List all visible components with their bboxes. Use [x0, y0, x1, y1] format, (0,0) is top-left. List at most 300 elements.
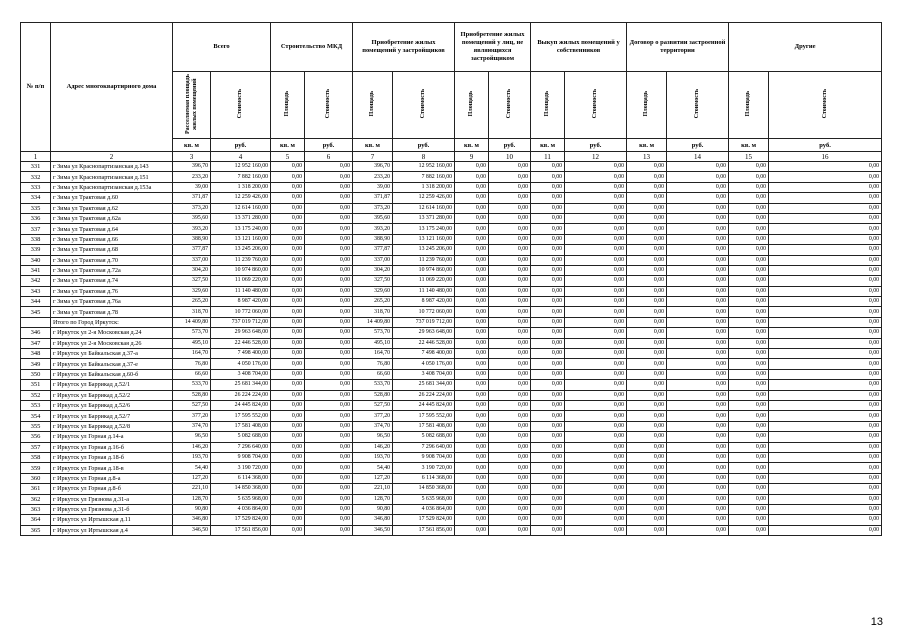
nondeveloper-cost: 0,00: [489, 400, 531, 410]
other-cost: 0,00: [769, 297, 882, 307]
nondeveloper-area: 0,00: [455, 452, 489, 462]
buyout-area: 0,00: [531, 234, 565, 244]
nondeveloper-cost: 0,00: [489, 349, 531, 359]
territory-cost: 0,00: [667, 255, 729, 265]
developer-cost: 5 082 688,00: [393, 432, 455, 442]
developer-cost: 12 952 160,00: [393, 162, 455, 172]
total-cost: 17 529 824,00: [211, 515, 271, 525]
developer-area: 346,50: [353, 525, 393, 535]
table-row: [21, 317, 882, 327]
developer-area: 346,80: [353, 515, 393, 525]
territory-area: 0,00: [627, 494, 667, 504]
table-row: [21, 525, 882, 535]
territory-cost: 0,00: [667, 411, 729, 421]
other-cost: 0,00: [769, 390, 882, 400]
developer-cost: 13 371 280,00: [393, 213, 455, 223]
nondeveloper-cost: 0,00: [489, 494, 531, 504]
nondeveloper-area: 0,00: [455, 307, 489, 317]
nondeveloper-cost: 0,00: [489, 525, 531, 535]
buyout-area: 0,00: [531, 224, 565, 234]
nondeveloper-cost: 0,00: [489, 162, 531, 172]
nondeveloper-area: 0,00: [455, 432, 489, 442]
developer-cost: 13 121 160,00: [393, 234, 455, 244]
column-number: 12: [565, 152, 627, 162]
group-header-territory-contract: Договор о развитии застроенной территории: [627, 23, 729, 72]
buyout-area: 0,00: [531, 172, 565, 182]
developer-area: 265,20: [353, 297, 393, 307]
total-area: 318,70: [173, 307, 211, 317]
territory-area: 0,00: [627, 328, 667, 338]
territory-area: 0,00: [627, 162, 667, 172]
buyout-cost: 0,00: [565, 494, 627, 504]
buyout-area: 0,00: [531, 349, 565, 359]
nondeveloper-cost: 0,00: [489, 452, 531, 462]
nondeveloper-area: 0,00: [455, 411, 489, 421]
construction-cost: 0,00: [305, 172, 353, 182]
territory-area: 0,00: [627, 359, 667, 369]
construction-cost: 0,00: [305, 286, 353, 296]
table-row: [21, 473, 882, 483]
developer-area: 39,00: [353, 182, 393, 192]
total-area: 233,20: [173, 172, 211, 182]
other-area: 0,00: [729, 338, 769, 348]
table-row: [21, 182, 882, 192]
developer-area: 66,60: [353, 369, 393, 379]
developer-cost: 10 772 060,00: [393, 307, 455, 317]
construction-area: 0,00: [271, 359, 305, 369]
developer-cost: 13 175 240,00: [393, 224, 455, 234]
total-area: 54,40: [173, 463, 211, 473]
row-address: г Зима ул Краснопартизанская д.143: [51, 162, 173, 172]
construction-area: 0,00: [271, 442, 305, 452]
col-header-np: № п/п: [21, 23, 51, 152]
construction-area: 0,00: [271, 369, 305, 379]
developer-cost: 25 681 344,00: [393, 380, 455, 390]
territory-cost: 0,00: [667, 421, 729, 431]
row-address: г Зима ул Трактовая д.76а: [51, 297, 173, 307]
developer-area: 527,50: [353, 400, 393, 410]
other-cost: 0,00: [769, 380, 882, 390]
construction-area: 0,00: [271, 245, 305, 255]
other-cost: 0,00: [769, 369, 882, 379]
developer-area: 221,10: [353, 484, 393, 494]
other-cost: 0,00: [769, 504, 882, 514]
construction-cost: 0,00: [305, 411, 353, 421]
construction-cost: 0,00: [305, 328, 353, 338]
other-area: 0,00: [729, 224, 769, 234]
buyout-area: 0,00: [531, 162, 565, 172]
table-row: [21, 276, 882, 286]
territory-area: 0,00: [627, 297, 667, 307]
row-address: г Иркутск ул Горная д.8-а: [51, 473, 173, 483]
developer-cost: 22 446 528,00: [393, 338, 455, 348]
developer-area: 193,70: [353, 452, 393, 462]
developer-cost: 12 614 160,00: [393, 203, 455, 213]
nondeveloper-area: 0,00: [455, 390, 489, 400]
construction-cost: 0,00: [305, 297, 353, 307]
territory-cost: 0,00: [667, 442, 729, 452]
nondeveloper-cost: 0,00: [489, 359, 531, 369]
total-area: 527,50: [173, 400, 211, 410]
developer-cost: 1 318 200,00: [393, 182, 455, 192]
developer-cost: 5 635 968,00: [393, 494, 455, 504]
nondeveloper-area: 0,00: [455, 193, 489, 203]
territory-cost: 0,00: [667, 224, 729, 234]
other-cost: 0,00: [769, 338, 882, 348]
total-cost: 13 245 206,00: [211, 245, 271, 255]
total-cost: 5 082 688,00: [211, 432, 271, 442]
nondeveloper-cost: 0,00: [489, 193, 531, 203]
developer-cost: 11 069 220,00: [393, 276, 455, 286]
row-address: г Иркутск ул Баррикад д.52/7: [51, 411, 173, 421]
other-area: 0,00: [729, 162, 769, 172]
buyout-cost: 0,00: [565, 442, 627, 452]
territory-area: 0,00: [627, 172, 667, 182]
construction-area: 0,00: [271, 193, 305, 203]
developer-area: 371,87: [353, 193, 393, 203]
other-area: 0,00: [729, 494, 769, 504]
total-cost: 7 296 640,00: [211, 442, 271, 452]
developer-area: 495,10: [353, 338, 393, 348]
total-area: 329,60: [173, 286, 211, 296]
column-number: 9: [455, 152, 489, 162]
row-number: 365: [21, 525, 51, 535]
nondeveloper-cost: 0,00: [489, 307, 531, 317]
territory-area: 0,00: [627, 432, 667, 442]
territory-area: 0,00: [627, 452, 667, 462]
construction-area: 0,00: [271, 515, 305, 525]
total-cost: 13 371 280,00: [211, 213, 271, 223]
total-cost: 22 446 528,00: [211, 338, 271, 348]
total-area: 377,20: [173, 411, 211, 421]
territory-cost: 0,00: [667, 349, 729, 359]
unit-rub: руб.: [393, 139, 455, 152]
other-cost: 0,00: [769, 234, 882, 244]
nondeveloper-cost: 0,00: [489, 504, 531, 514]
construction-cost: 0,00: [305, 182, 353, 192]
other-area: 0,00: [729, 380, 769, 390]
table-row: [21, 432, 882, 442]
construction-area: 0,00: [271, 255, 305, 265]
other-cost: 0,00: [769, 484, 882, 494]
table-row: [21, 380, 882, 390]
buyout-area: 0,00: [531, 338, 565, 348]
row-address: г Зима ул Трактовая д.70: [51, 255, 173, 265]
row-number: 334: [21, 193, 51, 203]
buyout-cost: 0,00: [565, 432, 627, 442]
developer-area: 318,70: [353, 307, 393, 317]
row-number: 347: [21, 338, 51, 348]
nondeveloper-area: 0,00: [455, 182, 489, 192]
row-number: 360: [21, 473, 51, 483]
column-number: 6: [305, 152, 353, 162]
row-address: г Зима ул Трактовая д.62а: [51, 213, 173, 223]
nondeveloper-area: 0,00: [455, 338, 489, 348]
other-area: 0,00: [729, 234, 769, 244]
row-address: г Иркутск ул Иртышская д.4: [51, 525, 173, 535]
nondeveloper-area: 0,00: [455, 224, 489, 234]
developer-cost: 11 140 480,00: [393, 286, 455, 296]
buyout-cost: 0,00: [565, 224, 627, 234]
column-number: 11: [531, 152, 565, 162]
buyout-cost: 0,00: [565, 421, 627, 431]
territory-area: 0,00: [627, 400, 667, 410]
total-cost: 5 635 968,00: [211, 494, 271, 504]
total-area: 304,20: [173, 265, 211, 275]
total-area: 573,70: [173, 328, 211, 338]
other-cost: 0,00: [769, 463, 882, 473]
construction-cost: 0,00: [305, 213, 353, 223]
total-cost: 10 772 060,00: [211, 307, 271, 317]
developer-cost: 7 882 160,00: [393, 172, 455, 182]
row-address: г Иркутск ул Баррикад д.52/1: [51, 380, 173, 390]
construction-area: 0,00: [271, 432, 305, 442]
other-area: 0,00: [729, 255, 769, 265]
table-row: [21, 328, 882, 338]
subheader-cost: Стоимость: [211, 72, 271, 139]
construction-area: 0,00: [271, 286, 305, 296]
total-cost: 4 036 864,00: [211, 504, 271, 514]
buyout-cost: 0,00: [565, 463, 627, 473]
nondeveloper-cost: 0,00: [489, 286, 531, 296]
row-address: г Иркутск ул Горная д.18-в: [51, 463, 173, 473]
group-header-other: Другие: [729, 23, 882, 72]
territory-area: 0,00: [627, 203, 667, 213]
construction-area: 0,00: [271, 452, 305, 462]
construction-area: 0,00: [271, 182, 305, 192]
construction-area: 0,00: [271, 338, 305, 348]
total-cost: 17 581 408,00: [211, 421, 271, 431]
territory-area: 0,00: [627, 234, 667, 244]
developer-area: 146,20: [353, 442, 393, 452]
territory-cost: 0,00: [667, 515, 729, 525]
row-number: 332: [21, 172, 51, 182]
row-number: 340: [21, 255, 51, 265]
group-header-total: Всего: [173, 23, 271, 72]
construction-area: 0,00: [271, 317, 305, 327]
total-cost: 7 882 160,00: [211, 172, 271, 182]
territory-cost: 0,00: [667, 182, 729, 192]
total-area: 66,60: [173, 369, 211, 379]
row-address: г Зима ул Трактовая д.64: [51, 224, 173, 234]
other-area: 0,00: [729, 400, 769, 410]
construction-cost: 0,00: [305, 380, 353, 390]
row-address: г Иркутск ул Байкальская д.60-б: [51, 369, 173, 379]
total-cost: 29 963 648,00: [211, 328, 271, 338]
total-area: 90,80: [173, 504, 211, 514]
nondeveloper-cost: 0,00: [489, 265, 531, 275]
buyout-cost: 0,00: [565, 182, 627, 192]
column-number: 2: [51, 152, 173, 162]
developer-cost: 9 908 704,00: [393, 452, 455, 462]
buyout-area: 0,00: [531, 369, 565, 379]
subheader-area: Площадь: [531, 72, 565, 139]
total-area: 374,70: [173, 421, 211, 431]
buyout-area: 0,00: [531, 255, 565, 265]
nondeveloper-area: 0,00: [455, 245, 489, 255]
nondeveloper-area: 0,00: [455, 515, 489, 525]
group-header-construction: Строительство МКД: [271, 23, 353, 72]
developer-cost: 24 445 824,00: [393, 400, 455, 410]
row-number: 359: [21, 463, 51, 473]
nondeveloper-cost: 0,00: [489, 276, 531, 286]
developer-area: 329,60: [353, 286, 393, 296]
other-area: 0,00: [729, 442, 769, 452]
territory-area: 0,00: [627, 442, 667, 452]
nondeveloper-area: 0,00: [455, 369, 489, 379]
other-area: 0,00: [729, 463, 769, 473]
unit-area: кв. м: [271, 139, 305, 152]
nondeveloper-area: 0,00: [455, 297, 489, 307]
developer-area: 373,20: [353, 203, 393, 213]
total-area: 528,80: [173, 390, 211, 400]
nondeveloper-area: 0,00: [455, 255, 489, 265]
other-cost: 0,00: [769, 473, 882, 483]
construction-area: 0,00: [271, 172, 305, 182]
territory-cost: 0,00: [667, 172, 729, 182]
construction-cost: 0,00: [305, 203, 353, 213]
developer-cost: 17 529 824,00: [393, 515, 455, 525]
nondeveloper-cost: 0,00: [489, 338, 531, 348]
row-address: г Иркутск ул 2-я Московская д.24: [51, 328, 173, 338]
construction-area: 0,00: [271, 390, 305, 400]
construction-area: 0,00: [271, 265, 305, 275]
other-area: 0,00: [729, 193, 769, 203]
nondeveloper-area: 0,00: [455, 349, 489, 359]
total-cost: 12 614 160,00: [211, 203, 271, 213]
territory-cost: 0,00: [667, 380, 729, 390]
nondeveloper-area: 0,00: [455, 203, 489, 213]
nondeveloper-cost: 0,00: [489, 317, 531, 327]
territory-area: 0,00: [627, 421, 667, 431]
row-address: г Иркутск ул Иртышская д.11: [51, 515, 173, 525]
developer-cost: 7 296 640,00: [393, 442, 455, 452]
buyout-area: 0,00: [531, 411, 565, 421]
nondeveloper-area: 0,00: [455, 162, 489, 172]
buyout-area: 0,00: [531, 213, 565, 223]
territory-cost: 0,00: [667, 307, 729, 317]
territory-area: 0,00: [627, 338, 667, 348]
developer-area: 164,70: [353, 349, 393, 359]
nondeveloper-area: 0,00: [455, 172, 489, 182]
construction-cost: 0,00: [305, 317, 353, 327]
row-address: Итого по Город Иркутск:: [51, 317, 173, 327]
construction-area: 0,00: [271, 504, 305, 514]
nondeveloper-area: 0,00: [455, 525, 489, 535]
total-area: 396,70: [173, 162, 211, 172]
buyout-cost: 0,00: [565, 162, 627, 172]
total-cost: 9 908 704,00: [211, 452, 271, 462]
nondeveloper-area: 0,00: [455, 317, 489, 327]
territory-cost: 0,00: [667, 328, 729, 338]
buyout-cost: 0,00: [565, 213, 627, 223]
buyout-cost: 0,00: [565, 452, 627, 462]
other-cost: 0,00: [769, 276, 882, 286]
construction-cost: 0,00: [305, 265, 353, 275]
territory-cost: 0,00: [667, 484, 729, 494]
developer-area: 233,20: [353, 172, 393, 182]
column-number: 7: [353, 152, 393, 162]
table-row: [21, 193, 882, 203]
table-row: [21, 359, 882, 369]
nondeveloper-cost: 0,00: [489, 442, 531, 452]
developer-cost: 13 245 206,00: [393, 245, 455, 255]
other-cost: 0,00: [769, 182, 882, 192]
other-area: 0,00: [729, 473, 769, 483]
total-cost: 17 561 856,00: [211, 525, 271, 535]
row-address: г Зима ул Трактовая д.68: [51, 245, 173, 255]
total-cost: 3 408 704,00: [211, 369, 271, 379]
other-area: 0,00: [729, 245, 769, 255]
table-body: [21, 162, 882, 536]
total-area: 495,10: [173, 338, 211, 348]
table-row: [21, 349, 882, 359]
territory-area: 0,00: [627, 193, 667, 203]
nondeveloper-area: 0,00: [455, 286, 489, 296]
buyout-area: 0,00: [531, 390, 565, 400]
territory-cost: 0,00: [667, 359, 729, 369]
other-cost: 0,00: [769, 452, 882, 462]
subheader-area: Площадь: [729, 72, 769, 139]
other-cost: 0,00: [769, 172, 882, 182]
row-number: 335: [21, 203, 51, 213]
row-address: г Иркутск ул Байкальская д.37-е: [51, 359, 173, 369]
territory-cost: 0,00: [667, 203, 729, 213]
other-cost: 0,00: [769, 255, 882, 265]
construction-cost: 0,00: [305, 255, 353, 265]
buyout-area: 0,00: [531, 245, 565, 255]
row-address: г Иркутск ул Байкальская д.37-а: [51, 349, 173, 359]
nondeveloper-area: 0,00: [455, 400, 489, 410]
group-header-developer-purchase: Приобретение жилых помещений у застройщиков: [353, 23, 455, 72]
buyout-cost: 0,00: [565, 245, 627, 255]
other-cost: 0,00: [769, 265, 882, 275]
nondeveloper-area: 0,00: [455, 442, 489, 452]
total-area: 337,00: [173, 255, 211, 265]
row-address: г Иркутск ул Грязнова д.31-а: [51, 494, 173, 504]
unit-area: кв. м: [531, 139, 565, 152]
construction-cost: 0,00: [305, 400, 353, 410]
construction-area: 0,00: [271, 380, 305, 390]
row-number: 355: [21, 421, 51, 431]
row-address: г Иркутск ул Горная д.14-а: [51, 432, 173, 442]
row-address: г Зима ул Трактовая д.60: [51, 193, 173, 203]
construction-cost: 0,00: [305, 369, 353, 379]
other-cost: 0,00: [769, 203, 882, 213]
territory-area: 0,00: [627, 255, 667, 265]
territory-cost: 0,00: [667, 193, 729, 203]
territory-cost: 0,00: [667, 234, 729, 244]
total-area: 164,70: [173, 349, 211, 359]
table-row: [21, 390, 882, 400]
total-cost: 13 175 240,00: [211, 224, 271, 234]
developer-area: 14 409,80: [353, 317, 393, 327]
construction-area: 0,00: [271, 234, 305, 244]
table-row: [21, 162, 882, 172]
developer-area: 377,87: [353, 245, 393, 255]
row-number: 342: [21, 276, 51, 286]
territory-area: 0,00: [627, 515, 667, 525]
row-number: 352: [21, 390, 51, 400]
column-number: 3: [173, 152, 211, 162]
developer-cost: 17 581 408,00: [393, 421, 455, 431]
other-area: 0,00: [729, 515, 769, 525]
nondeveloper-cost: 0,00: [489, 234, 531, 244]
row-number: 363: [21, 504, 51, 514]
other-cost: 0,00: [769, 515, 882, 525]
territory-area: 0,00: [627, 380, 667, 390]
row-number: 348: [21, 349, 51, 359]
